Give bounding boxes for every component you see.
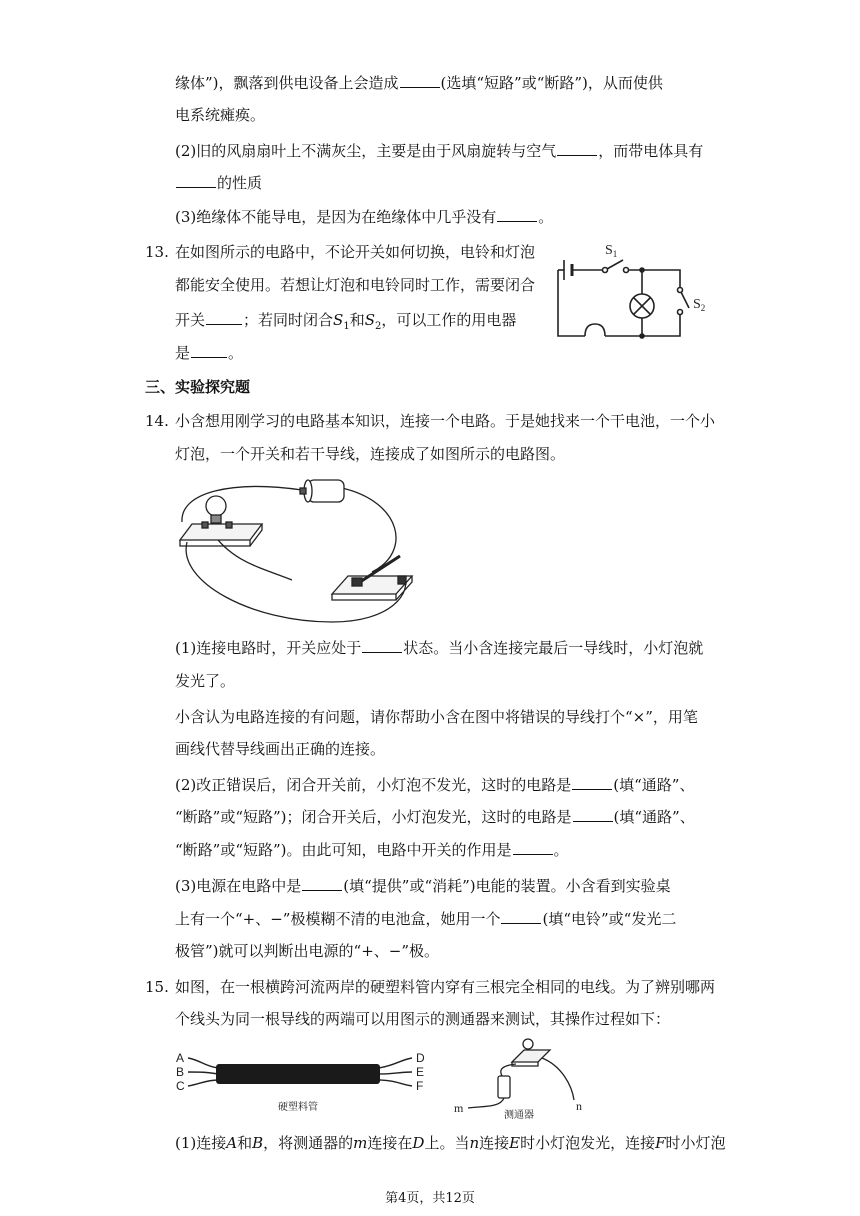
probe-m-wire bbox=[468, 1098, 504, 1108]
circuit-diagram-q13 bbox=[550, 232, 720, 344]
wire bbox=[182, 487, 302, 522]
terminal-label-f: F bbox=[416, 1079, 424, 1093]
terminal-label-c: C bbox=[176, 1079, 185, 1093]
q14-text: (2)改正错误后，闭合开关前，小灯泡不发光，这时的电路是 bbox=[175, 776, 572, 794]
q12-line-2: 电系统瘫痪。 bbox=[175, 106, 266, 124]
var-d: D bbox=[412, 1134, 425, 1152]
var-f: F bbox=[655, 1134, 666, 1152]
answer-blank[interactable] bbox=[191, 343, 227, 358]
q15-text: 连接在 bbox=[367, 1134, 413, 1152]
switch-s1-blade bbox=[607, 260, 623, 269]
answer-blank[interactable] bbox=[497, 207, 537, 222]
lamp-board bbox=[180, 524, 262, 540]
tester-caption: 测通器 bbox=[504, 1110, 534, 1121]
tester-bulb bbox=[523, 1039, 533, 1049]
var-a: A bbox=[226, 1134, 238, 1152]
q12-text: (2)旧的风扇扇叶上不满灰尘，主要是由于风扇旋转与空气 bbox=[175, 142, 557, 160]
answer-blank[interactable] bbox=[513, 840, 553, 855]
q15-text: 连接 bbox=[479, 1134, 510, 1152]
switch-symbol: S bbox=[333, 311, 344, 329]
q14-text: “断路”或“短路”)。由此可知，电路中开关的作用是 bbox=[175, 841, 512, 859]
q13-line-2: 都能安全使用。若想让灯泡和电铃同时工作，需要闭合 bbox=[175, 276, 536, 294]
q13-line-1: 在如图所示的电路中，不论开关如何切换，电铃和灯泡 bbox=[175, 243, 536, 261]
wire-end-e bbox=[378, 1072, 412, 1074]
q12-line-1 bbox=[175, 72, 663, 94]
q14-part3-line-1 bbox=[175, 875, 671, 897]
plastic-tube bbox=[216, 1064, 380, 1084]
subscript: 2 bbox=[374, 321, 382, 332]
q15-text: 和 bbox=[237, 1134, 253, 1152]
question-number: 13. bbox=[145, 243, 169, 261]
q14-part3-line-2 bbox=[175, 908, 676, 930]
answer-blank[interactable] bbox=[206, 310, 242, 325]
plastic-tube-figure bbox=[174, 1050, 434, 1120]
answer-blank[interactable] bbox=[573, 807, 613, 822]
q14-text: “断路”或“短路”)；闭合开关后，小灯泡发光，这时的电路是 bbox=[175, 808, 572, 826]
q12-line-4 bbox=[175, 172, 262, 194]
q14-text: 状态。当小含连接完最后一导线时，小灯泡就 bbox=[403, 639, 704, 657]
q14-part2-line-1 bbox=[175, 774, 694, 796]
wire-end-a bbox=[188, 1058, 218, 1068]
wire bbox=[342, 488, 396, 572]
q13-text: 和 bbox=[349, 311, 365, 329]
wire-end-c bbox=[188, 1080, 218, 1086]
battery-cell bbox=[308, 480, 344, 502]
q13-text: 是 bbox=[175, 344, 191, 362]
q14-text: 上有一个“+、−”极模糊不清的电池盒，她用一个 bbox=[175, 910, 501, 928]
q12-text: (3)绝缘体不能导电，是因为在绝缘体中几乎没有 bbox=[175, 208, 497, 226]
switch-terminal bbox=[624, 268, 629, 273]
switch-s2-label: $S_2$ bbox=[693, 297, 706, 313]
q14-part1-line-2: 发光了。 bbox=[175, 672, 236, 690]
terminal-label-a: A bbox=[176, 1051, 185, 1065]
q15-text: ，将测通器的 bbox=[263, 1134, 354, 1152]
q14-part1-line-1 bbox=[175, 637, 703, 659]
q14-part2-line-2 bbox=[175, 806, 695, 828]
q13-text: 。 bbox=[228, 344, 244, 362]
q15-text: (1)连接 bbox=[175, 1134, 227, 1152]
var-e: E bbox=[509, 1134, 521, 1152]
terminal-label-d: D bbox=[416, 1051, 425, 1065]
q12-line-3 bbox=[175, 140, 703, 162]
var-n: n bbox=[469, 1134, 480, 1152]
wire-end-d bbox=[378, 1058, 412, 1068]
q15-text: 上。当 bbox=[424, 1134, 470, 1152]
q14-part3-line-3: 极管”)就可以判断出电源的“+、−”极。 bbox=[175, 942, 439, 960]
q13-line-4 bbox=[175, 342, 243, 364]
q14-text: (1)连接电路时，开关应处于 bbox=[175, 639, 362, 657]
q14-line-1: 小含想用刚学习的电路基本知识，连接一个电路。于是她找来一个干电池，一个小 bbox=[175, 412, 716, 430]
bulb bbox=[206, 496, 226, 516]
switch-symbol: S bbox=[364, 311, 375, 329]
q14-text: 。 bbox=[553, 841, 569, 859]
wire bbox=[629, 270, 680, 287]
q14-text: (填“通路”、 bbox=[613, 776, 695, 794]
continuity-tester-figure bbox=[452, 1036, 592, 1122]
answer-blank[interactable] bbox=[362, 638, 402, 653]
answer-blank[interactable] bbox=[400, 73, 440, 88]
q13-text: 开关 bbox=[175, 311, 206, 329]
q14-part1-line-3: 小含认为电路连接的有问题，请你帮助小含在图中将错误的导线打个“×”，用笔 bbox=[175, 708, 698, 726]
q15-text: 时小灯泡 bbox=[665, 1134, 726, 1152]
page-footer: 第4页，共12页 bbox=[385, 1191, 475, 1206]
answer-blank[interactable] bbox=[302, 876, 342, 891]
q12-text: 。 bbox=[538, 208, 554, 226]
q14-text: (填“提供”或“消耗”)电能的装置。小含看到实验桌 bbox=[343, 877, 671, 895]
answer-blank[interactable] bbox=[501, 909, 541, 924]
tube-caption: 硬塑料管 bbox=[278, 1102, 318, 1113]
probe-n-wire bbox=[542, 1058, 574, 1100]
terminal-label-b: B bbox=[176, 1065, 185, 1079]
switch-s1-label: $S_1$ bbox=[605, 243, 618, 259]
q15-text: 时小灯泡发光，连接 bbox=[520, 1134, 656, 1152]
tester-battery bbox=[498, 1076, 510, 1098]
wire bbox=[558, 270, 585, 336]
q15-line-2: 个线头为同一根导线的两端可以用图示的测通器来测试，其操作过程如下： bbox=[175, 1010, 671, 1028]
q13-line-3 bbox=[175, 309, 516, 338]
q12-text: ，而带电体具有 bbox=[598, 142, 704, 160]
section-heading: 三、实验探究题 bbox=[145, 378, 251, 396]
answer-blank[interactable] bbox=[557, 141, 597, 156]
bell-symbol bbox=[585, 324, 605, 336]
physical-circuit-figure bbox=[172, 472, 420, 626]
q15-part1-line-1 bbox=[175, 1132, 726, 1154]
probe-m-label: m bbox=[454, 1101, 464, 1115]
wire-end-b bbox=[188, 1072, 218, 1074]
probe-n-label: n bbox=[576, 1099, 582, 1113]
subscript: 1 bbox=[343, 321, 350, 332]
question-number: 14. bbox=[145, 412, 169, 430]
q13-text: ，可以工作的用电器 bbox=[381, 311, 517, 329]
var-b: B bbox=[252, 1134, 264, 1152]
q12-line-5 bbox=[175, 206, 553, 228]
switch-s2-blade bbox=[681, 292, 689, 308]
q14-text: (填“电铃”或“发光二 bbox=[542, 910, 677, 928]
q12-text: 缘体”)，飘落到供电设备上会造成 bbox=[175, 74, 399, 92]
wire-end-f bbox=[378, 1080, 412, 1086]
q12-text: 的性质 bbox=[217, 174, 263, 192]
terminal-label-e: E bbox=[416, 1065, 425, 1079]
answer-blank[interactable] bbox=[176, 173, 216, 188]
q14-part2-line-3 bbox=[175, 839, 569, 861]
q14-text: (3)电源在电路中是 bbox=[175, 877, 302, 895]
q15-line-1: 如图，在一根横跨河流两岸的硬塑料管内穿有三根完全相同的电线。为了辨别哪两 bbox=[175, 978, 716, 996]
switch-terminal bbox=[678, 310, 683, 315]
q14-text: (填“通路”、 bbox=[613, 808, 695, 826]
q13-text: ；若同时闭合 bbox=[243, 311, 334, 329]
q14-line-2: 灯泡，一个开关和若干导线，连接成了如图所示的电路图。 bbox=[175, 445, 566, 463]
answer-blank[interactable] bbox=[572, 775, 612, 790]
question-number: 15. bbox=[145, 978, 169, 996]
q14-part1-line-4: 画线代替导线画出正确的连接。 bbox=[175, 740, 386, 758]
var-m: m bbox=[353, 1134, 368, 1152]
q12-text: (选填“短路”或“断路”)，从而使供 bbox=[440, 74, 663, 92]
tester-lamp-board bbox=[512, 1050, 550, 1062]
